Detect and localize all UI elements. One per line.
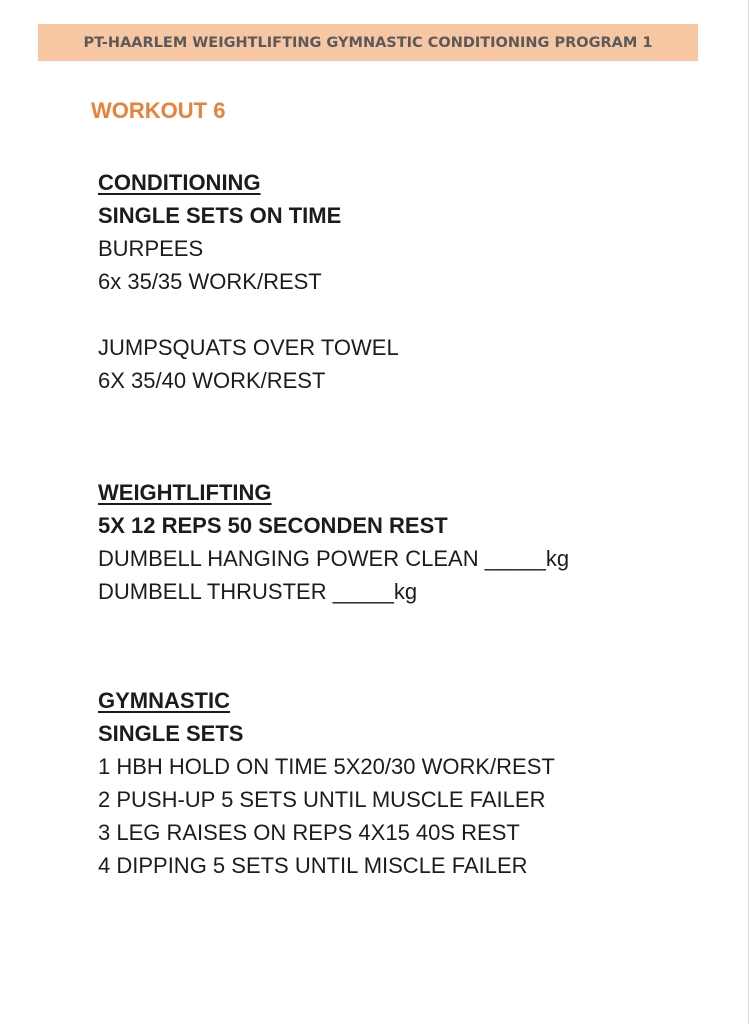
weightlifting-section — [98, 476, 569, 608]
exercise-line: 3 LEG RAISES ON REPS 4X15 40S REST — [98, 820, 520, 845]
exercise-line: 6X 35/40 WORK/REST — [98, 368, 326, 393]
exercise-line: BURPEES — [98, 236, 204, 261]
weightlifting-heading: WEIGHTLIFTING — [98, 480, 272, 505]
exercise-line: 4 DIPPING 5 SETS UNTIL MISCLE FAILER — [98, 853, 528, 878]
spacer — [98, 298, 399, 331]
workout-title: WORKOUT 6 — [91, 98, 226, 123]
exercise-line: DUMBELL HANGING POWER CLEAN _____kg — [98, 546, 570, 571]
exercise-line: DUMBELL THRUSTER _____kg — [98, 579, 418, 604]
program-title: PT-HAARLEM WEIGHTLIFTING GYMNASTIC CONDITIONING PROGRAM 1 — [83, 34, 653, 51]
exercise-line: JUMPSQUATS OVER TOWEL — [98, 335, 399, 360]
conditioning-section — [98, 166, 399, 397]
conditioning-subheading: SINGLE SETS ON TIME — [98, 203, 342, 228]
exercise-line: 1 HBH HOLD ON TIME 5X20/30 WORK/REST — [98, 754, 555, 779]
gymnastic-heading: GYMNASTIC — [98, 688, 230, 713]
program-banner — [38, 24, 698, 61]
exercise-line: 6x 35/35 WORK/REST — [98, 269, 322, 294]
conditioning-heading: CONDITIONING — [98, 170, 261, 195]
exercise-line: 2 PUSH-UP 5 SETS UNTIL MUSCLE FAILER — [98, 787, 546, 812]
weightlifting-subheading: 5X 12 REPS 50 SECONDEN REST — [98, 513, 448, 538]
gymnastic-section — [98, 684, 555, 882]
gymnastic-subheading: SINGLE SETS — [98, 721, 244, 746]
